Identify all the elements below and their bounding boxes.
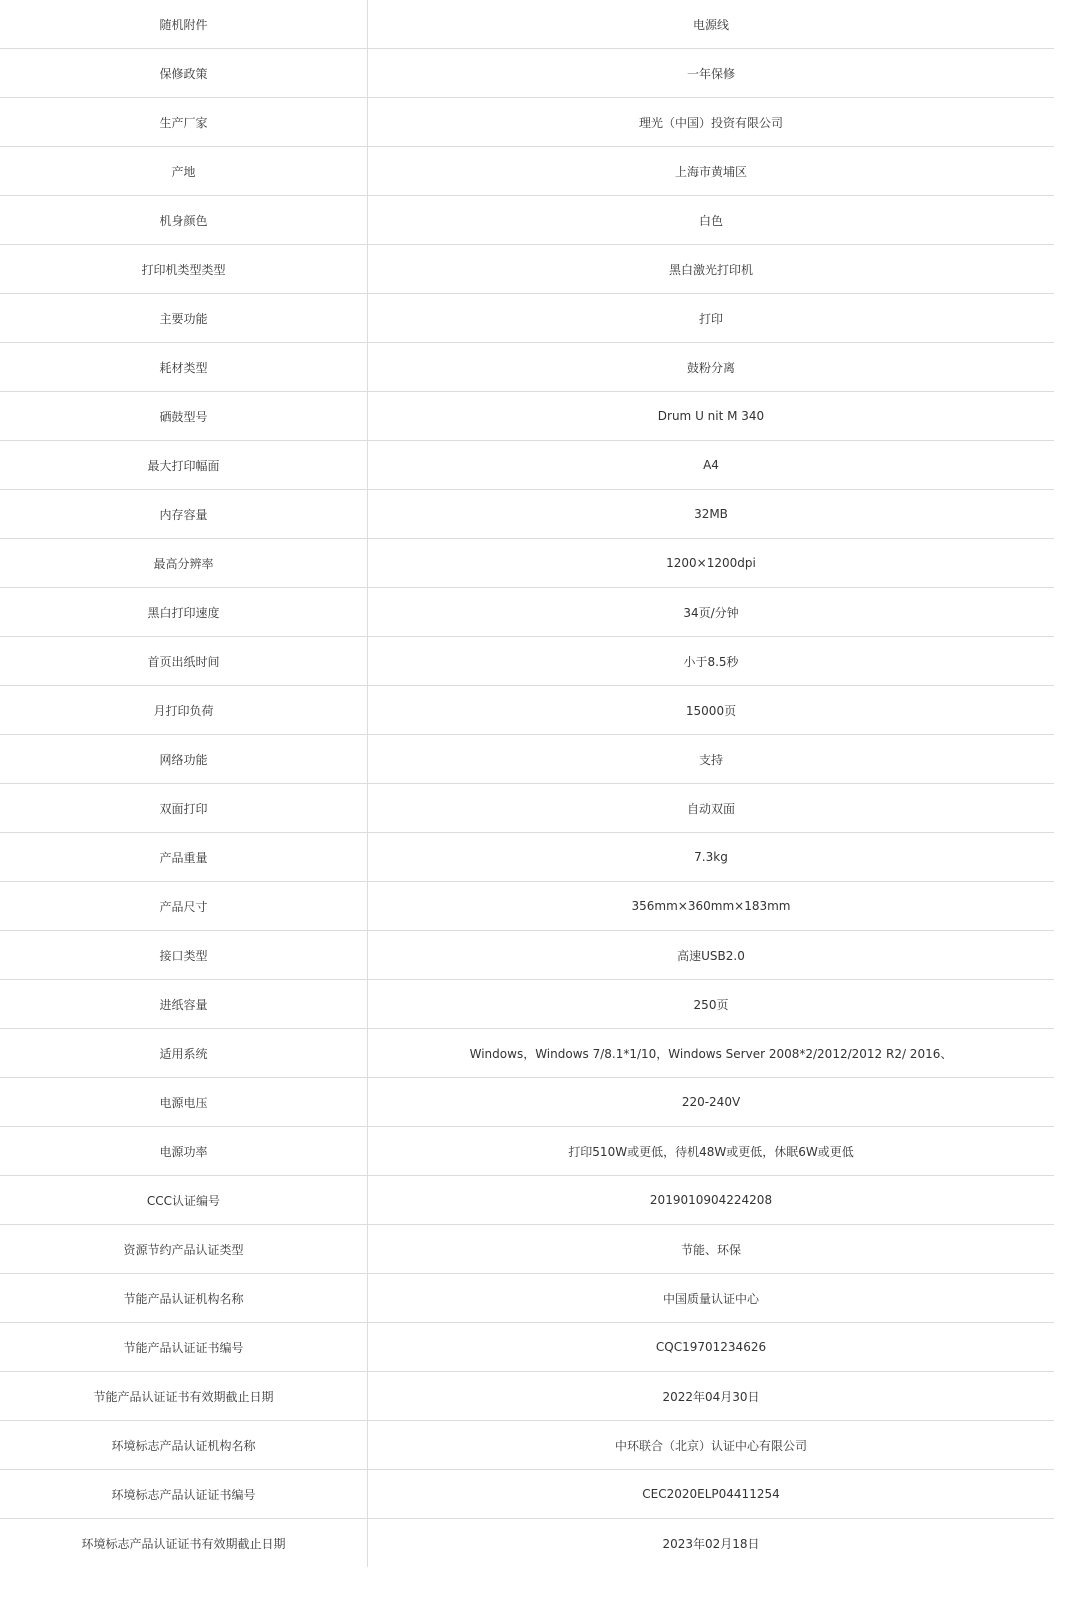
spec-value: 7.3kg — [368, 833, 1055, 882]
spec-label: 节能产品认证证书编号 — [0, 1323, 368, 1372]
spec-row — [0, 833, 1054, 882]
spec-row — [0, 441, 1054, 490]
spec-value: 一年保修 — [368, 49, 1055, 98]
spec-label: 内存容量 — [0, 490, 368, 539]
spec-row — [0, 490, 1054, 539]
spec-label: 打印机类型类型 — [0, 245, 368, 294]
spec-label: 网络功能 — [0, 735, 368, 784]
spec-label: 电源功率 — [0, 1127, 368, 1176]
spec-value: 356mm×360mm×183mm — [368, 882, 1055, 931]
spec-label: 随机附件 — [0, 0, 368, 49]
spec-value: 220-240V — [368, 1078, 1055, 1127]
spec-row — [0, 0, 1054, 49]
spec-value: 节能、环保 — [368, 1225, 1055, 1274]
spec-row — [0, 147, 1054, 196]
spec-label: 双面打印 — [0, 784, 368, 833]
spec-row — [0, 637, 1054, 686]
spec-value: 小于8.5秒 — [368, 637, 1055, 686]
spec-value: 打印510W或更低，待机48W或更低，休眠6W或更低 — [368, 1127, 1055, 1176]
spec-row — [0, 1372, 1054, 1421]
spec-row — [0, 784, 1054, 833]
spec-value: 支持 — [368, 735, 1055, 784]
spec-label: 硒鼓型号 — [0, 392, 368, 441]
spec-label: 首页出纸时间 — [0, 637, 368, 686]
spec-value: 电源线 — [368, 0, 1055, 49]
spec-row — [0, 686, 1054, 735]
spec-value: 中国质量认证中心 — [368, 1274, 1055, 1323]
spec-label: 资源节约产品认证类型 — [0, 1225, 368, 1274]
spec-label: 耗材类型 — [0, 343, 368, 392]
spec-label: 环境标志产品认证机构名称 — [0, 1421, 368, 1470]
spec-row — [0, 539, 1054, 588]
spec-label: 节能产品认证机构名称 — [0, 1274, 368, 1323]
spec-value: 黑白激光打印机 — [368, 245, 1055, 294]
spec-row — [0, 882, 1054, 931]
spec-row — [0, 1421, 1054, 1470]
spec-value: 32MB — [368, 490, 1055, 539]
spec-value: 34页/分钟 — [368, 588, 1055, 637]
spec-value: 理光（中国）投资有限公司 — [368, 98, 1055, 147]
spec-label: CCC认证编号 — [0, 1176, 368, 1225]
spec-row — [0, 1470, 1054, 1519]
spec-value: 1200×1200dpi — [368, 539, 1055, 588]
spec-label: 黑白打印速度 — [0, 588, 368, 637]
spec-label: 机身颜色 — [0, 196, 368, 245]
spec-value: 鼓粉分离 — [368, 343, 1055, 392]
spec-row — [0, 196, 1054, 245]
spec-value: 上海市黄埔区 — [368, 147, 1055, 196]
spec-value: 2019010904224208 — [368, 1176, 1055, 1225]
spec-value: 打印 — [368, 294, 1055, 343]
spec-label: 电源电压 — [0, 1078, 368, 1127]
spec-row — [0, 931, 1054, 980]
spec-label: 产地 — [0, 147, 368, 196]
spec-value: CQC19701234626 — [368, 1323, 1055, 1372]
spec-label: 月打印负荷 — [0, 686, 368, 735]
spec-label: 进纸容量 — [0, 980, 368, 1029]
spec-row — [0, 1127, 1054, 1176]
spec-value: 2022年04月30日 — [368, 1372, 1055, 1421]
spec-row — [0, 1519, 1054, 1568]
spec-row — [0, 1274, 1054, 1323]
spec-label: 环境标志产品认证证书有效期截止日期 — [0, 1519, 368, 1568]
spec-value: CEC2020ELP04411254 — [368, 1470, 1055, 1519]
spec-value: 250页 — [368, 980, 1055, 1029]
spec-label: 适用系统 — [0, 1029, 368, 1078]
spec-value: Drum U nit M 340 — [368, 392, 1055, 441]
spec-value: 15000页 — [368, 686, 1055, 735]
spec-row — [0, 1078, 1054, 1127]
spec-row — [0, 1323, 1054, 1372]
spec-row — [0, 980, 1054, 1029]
spec-label: 产品重量 — [0, 833, 368, 882]
spec-value: 高速USB2.0 — [368, 931, 1055, 980]
spec-label: 主要功能 — [0, 294, 368, 343]
spec-value: 2023年02月18日 — [662, 1536, 760, 1551]
spec-label: 最大打印幅面 — [0, 441, 368, 490]
spec-row — [0, 343, 1054, 392]
spec-row — [0, 1176, 1054, 1225]
spec-label: 最高分辨率 — [0, 539, 368, 588]
spec-row — [0, 49, 1054, 98]
spec-row — [0, 392, 1054, 441]
spec-row — [0, 98, 1054, 147]
spec-label: 环境标志产品认证证书编号 — [0, 1470, 368, 1519]
spec-value: A4 — [368, 441, 1055, 490]
spec-row — [0, 588, 1054, 637]
spec-value: 中环联合（北京）认证中心有限公司 — [368, 1421, 1055, 1470]
spec-row — [0, 735, 1054, 784]
spec-label: 生产厂家 — [0, 98, 368, 147]
spec-value: 自动双面 — [368, 784, 1055, 833]
spec-row — [0, 1225, 1054, 1274]
spec-value: 白色 — [368, 196, 1055, 245]
spec-value: Windows，Windows 7/8.1*1/10，Windows Server 2008*2/2012/2012 R2/ 2016、 — [368, 1029, 1055, 1078]
spec-row — [0, 245, 1054, 294]
spec-label: 保修政策 — [0, 49, 368, 98]
spec-label: 接口类型 — [0, 931, 368, 980]
spec-row — [0, 294, 1054, 343]
spec-row — [0, 1029, 1054, 1078]
spec-label: 节能产品认证证书有效期截止日期 — [0, 1372, 368, 1421]
spec-label: 产品尺寸 — [0, 882, 368, 931]
